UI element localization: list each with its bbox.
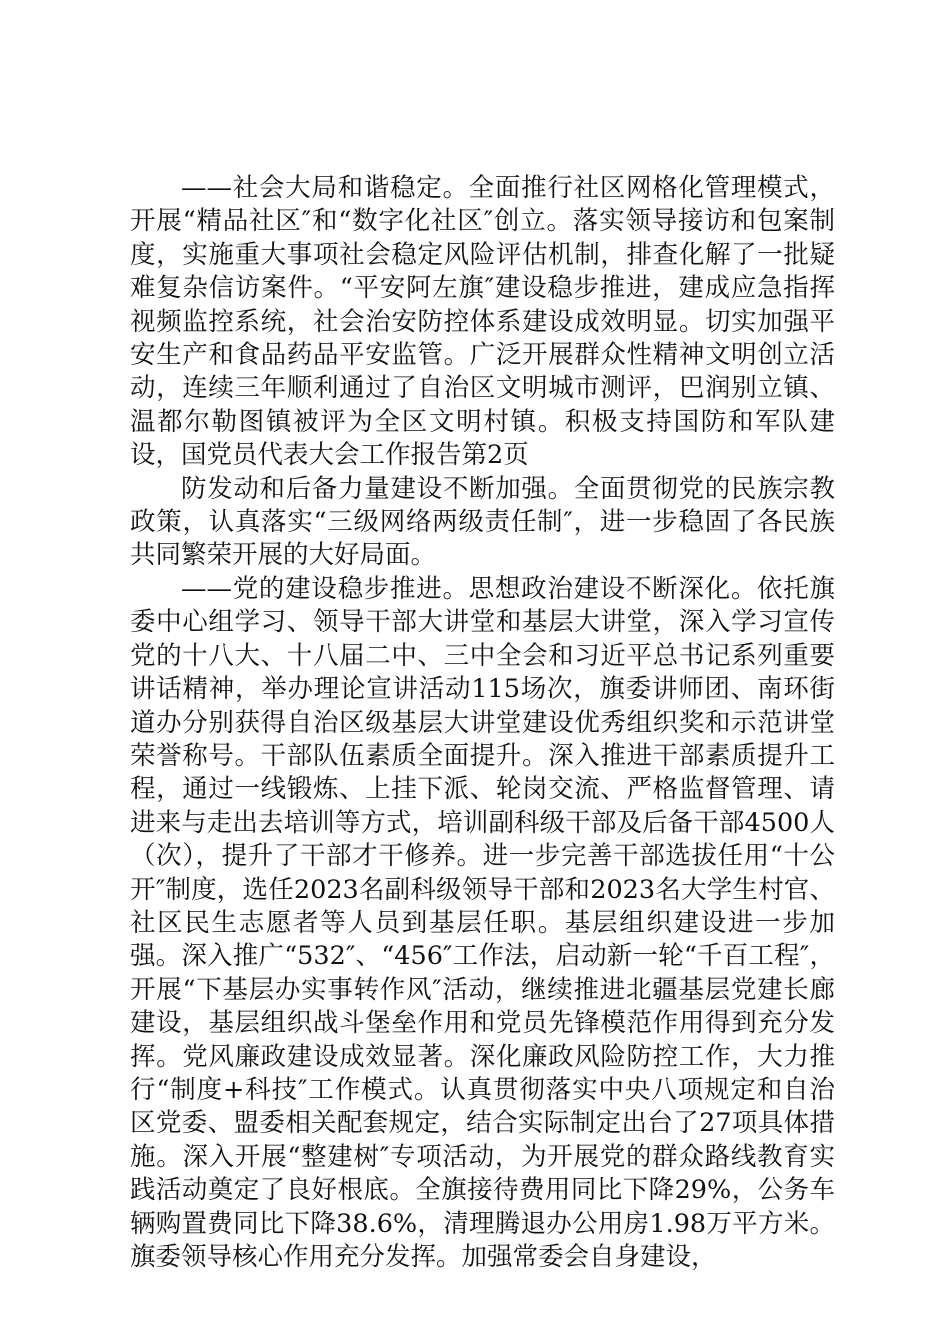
paragraph-social-stability: ——社会大局和谐稳定。全面推行社区网格化管理模式，开展“精品社区″和“数字化社区″创立。落实领导接访和包案制度，实施重大事项社会稳定风险评估机制，排查化解了一批疑难复杂信访案件。“平安阿左旗″建设稳步推进，建成应急指挥视频监控系统，社会治安防控体系建设成效明显。切实加强平安生产和食品药品平安监管。广泛开展群众性精神文明创立活动，连续三年顺利通过了自治区文明城市测评，巴润别立镇、温都尔勒图镇被评为全区文明村镇。积极支持国防和军队建设，国党员代表大会工作报告第2页 [130,173,835,471]
paragraph-party-building: ——党的建设稳步推进。思想政治建设不断深化。依托旗委中心组学习、领导干部大讲堂和基层大讲堂，深入学习宣传党的十八大、十八届二中、三中全会和习近平总书记系列重要讲话精神，举办理论宣讲活动115场次，旗委讲师团、南环街道办分别获得自治区级基层大讲堂建设优秀组织奖和示范讲堂荣誉称号。干部队伍素质全面提升。深入推进干部素质提升工程，通过一线锻炼、上挂下派、轮岗交流、严格监督管理、请进来与走出去培训等方式，培训副科级干部及后备干部4500人（次），提升了干部才干修养。进一步完善干部选拔任用“十公开″制度，选任2023名副科级领导干部和2023名大学生村官、社区民生志愿者等人员到基层任职。基层组织建设进一步加强。深入推广“532″、“456″工作法，启动新一轮“千百工程″，开展“下基层办实事转作风″活动，继续推进北疆基层党建长廊建设，基层组织战斗堡垒作用和党员先锋模范作用得到充分发挥。党风廉政建设成效显著。深化廉政风险防控工作，大力推行“制度+科技″工作模式。认真贯彻落实中央八项规定和自治区党委、盟委相关配套规定，结合实际制定出台了27项具体措施。深入开展“整建树″专项活动，为开展党的群众路线教育实践活动奠定了良好根底。全旗接待费用同比下降29%，公务车辆购置费同比下降38.6%，清理腾退办公用房1.98万平方米。旗委领导核心作用充分发挥。加强常委会自身建设， [130,573,835,1272]
document-body [130,172,835,1274]
paragraph-national-defense: 防发动和后备力量建设不断加强。全面贯彻党的民族宗教政策，认真落实“三级网络两级责任制″，进一步稳固了各民族共同繁荣开展的大好局面。 [130,473,835,571]
